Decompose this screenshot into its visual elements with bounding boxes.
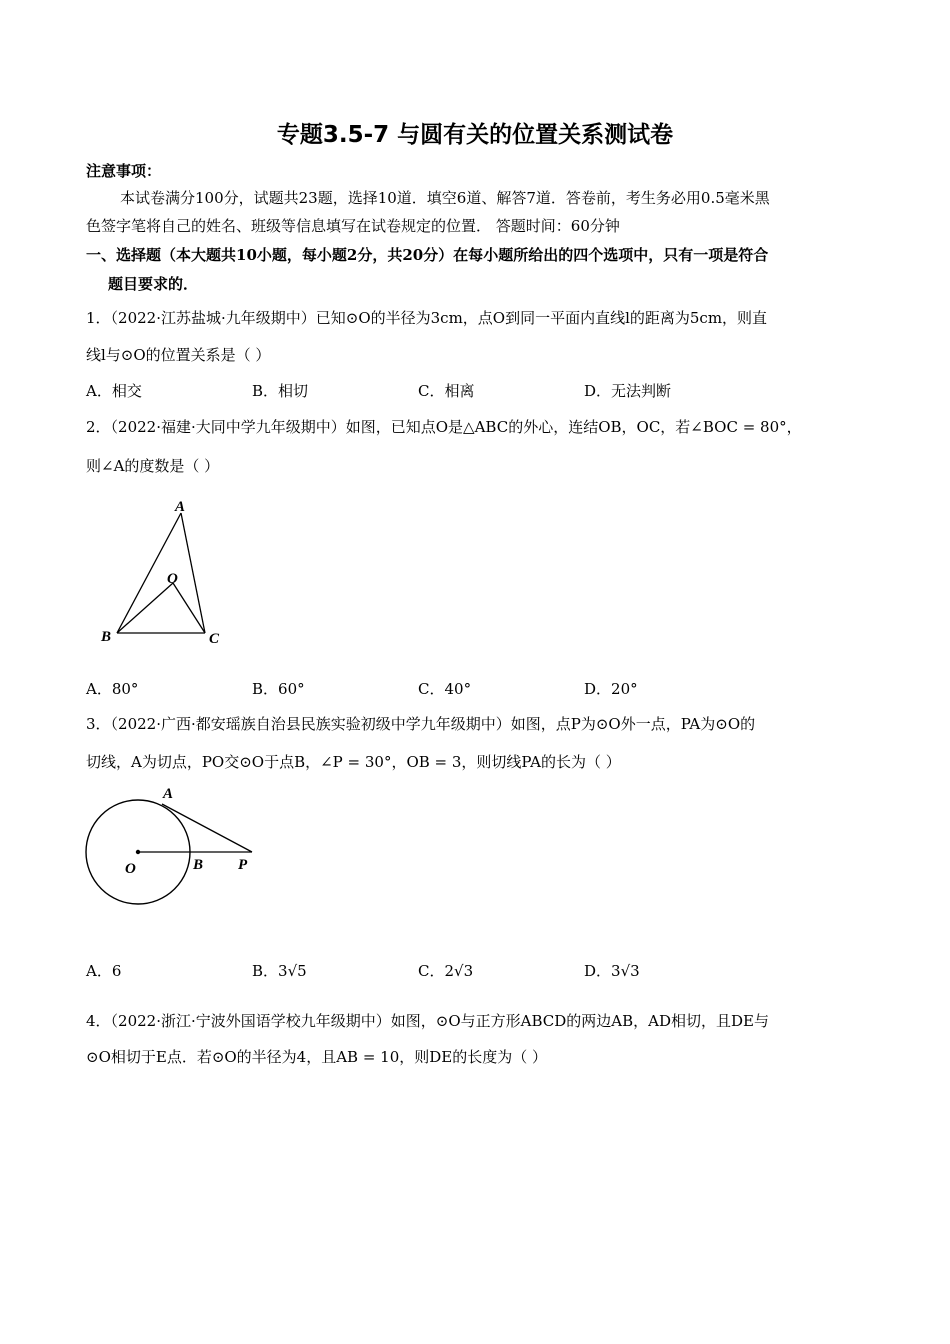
q3-option-d: D．3√3 <box>584 962 640 980</box>
q1-stem-line-1: 1．（2022·江苏盐城·九年级期中）已知⊙O的半径为3cm，点O到同一平面内直线l的距离为5cm，则直 <box>86 309 768 327</box>
notice-line-1: 本试卷满分100分，试题共23题，选择10道．填空6道、解答7道．答卷前，考生务必用0.5毫米黑 <box>120 189 770 207</box>
section-heading-line-1: 一、选择题（本大题共10小题，每小题2分，共20分）在每小题所给出的四个选项中，只有一项是符合 <box>86 246 769 264</box>
q1-option-d: D．无法判断 <box>584 382 672 400</box>
notice-heading: 注意事项： <box>86 162 162 180</box>
notice-line-2: 色签字笔将自己的姓名、班级等信息填写在试卷规定的位置． 答题时间：60分钟 <box>86 217 620 235</box>
q2-option-b: B．60° <box>252 680 305 698</box>
q4-stem-line-2: ⊙O相切于E点．若⊙O的半径为4，且AB = 10，则DE的长度为（ ） <box>86 1048 548 1066</box>
q2-triangle-figure <box>95 495 235 650</box>
q3-circle-figure <box>80 780 260 920</box>
q2-option-a: A．80° <box>86 680 139 698</box>
q3-stem-line-2: 切线，A为切点，PO交⊙O于点B，∠P = 30°，OB = 3，则切线PA的长为（ ） <box>86 753 621 771</box>
q1-option-b: B．相切 <box>252 382 309 400</box>
q3-option-a: A．6 <box>86 962 122 980</box>
q2-label-c: C <box>209 631 220 647</box>
q2-option-d: D．20° <box>584 680 638 698</box>
q2-stem-line-2: 则∠A的度数是（ ） <box>86 457 220 475</box>
q1-option-a: A．相交 <box>86 382 142 400</box>
q3-option-c: C．2√3 <box>418 962 474 980</box>
q3-label-o: O <box>125 861 136 877</box>
q4-stem-line-1: 4．（2022·浙江·宁波外国语学校九年级期中）如图，⊙O与正方形ABCD的两边AB，AD相切，且DE与 <box>86 1012 769 1030</box>
q2-segment-ob <box>117 583 173 633</box>
q2-option-c: C．40° <box>418 680 472 698</box>
q3-tangent-pa <box>162 804 252 852</box>
q1-option-c: C．相离 <box>418 382 475 400</box>
q1-stem-line-2: 线l与⊙O的位置关系是（ ） <box>86 346 271 364</box>
q3-label-p: P <box>238 857 248 873</box>
q3-stem-line-1: 3．（2022·广西·都安瑶族自治县民族实验初级中学九年级期中）如图，点P为⊙O外一点，PA为⊙O的 <box>86 715 756 733</box>
q3-label-b: B <box>193 857 204 873</box>
page-title: 专题3.5-7 与圆有关的位置关系测试卷 <box>276 122 674 148</box>
q2-label-a: A <box>175 499 186 515</box>
q3-label-a: A <box>163 786 174 802</box>
q2-stem-line-1: 2．（2022·福建·大同中学九年级期中）如图，已知点O是△ABC的外心，连结OB，OC，若∠BOC = 80°， <box>86 418 802 436</box>
q2-label-b: B <box>101 629 112 645</box>
section-heading-line-2: 题目要求的． <box>108 275 199 293</box>
q3-option-b: B．3√5 <box>252 962 307 980</box>
q2-label-o: O <box>167 571 178 587</box>
